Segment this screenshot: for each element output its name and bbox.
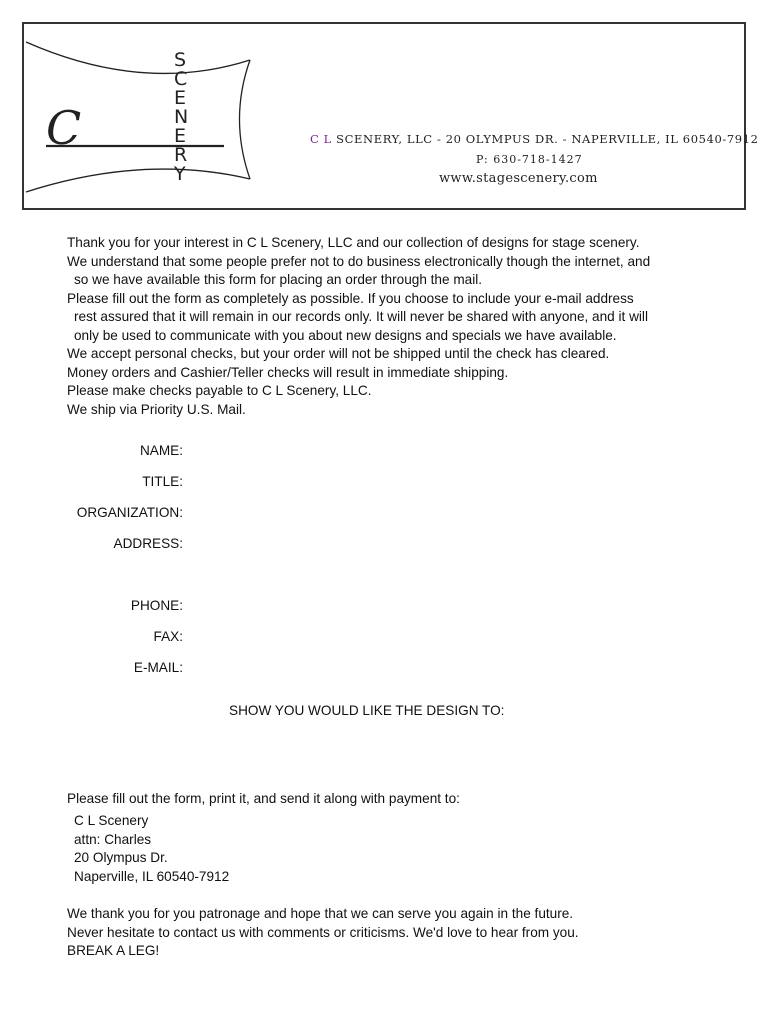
- logo-monogram: C: [46, 101, 82, 155]
- title-label: TITLE:: [142, 474, 183, 489]
- logo-letter: E: [174, 125, 187, 147]
- mailing-instruction: [67, 790, 460, 809]
- phone-label: PHONE:: [130, 598, 183, 613]
- intro-paragraph: [67, 234, 747, 419]
- logo-letter: N: [174, 106, 189, 128]
- intro-line: rest assured that it will remain in our records only. It will never be shared with anyone, and it will: [74, 309, 648, 324]
- logo-letters: [173, 49, 188, 185]
- mailing-instruction-text: Please fill out the form, print it, and send it along with payment to:: [67, 791, 460, 806]
- address-line: Naperville, IL 60540-7912: [74, 868, 230, 884]
- fax-label: FAX:: [153, 629, 183, 644]
- logo-letter: E: [174, 87, 187, 109]
- email-label: E-MAIL:: [133, 660, 183, 675]
- mailing-address: [74, 812, 229, 886]
- organization-label: ORGANIZATION:: [76, 505, 183, 520]
- intro-line: Thank you for your interest in C L Scenery, LLC and our collection of designs for stage scenery.: [67, 235, 640, 250]
- company-website[interactable]: www.stagescenery.com: [439, 171, 598, 186]
- intro-line: so we have available this form for placing an order through the mail.: [74, 272, 483, 287]
- intro-line: Please fill out the form as completely as possible. If you choose to include your e-mail address: [67, 290, 634, 306]
- intro-line: We ship via Priority U.S. Mail.: [67, 401, 246, 417]
- name-label: NAME:: [139, 443, 183, 458]
- logo-letter: Y: [174, 163, 186, 185]
- closing-line: BREAK A LEG!: [67, 943, 160, 958]
- logo-letter: C: [174, 68, 188, 90]
- logo-letter: R: [174, 144, 188, 166]
- intro-line: We understand that some people prefer not to do business electronically though the internet, and: [67, 253, 651, 269]
- intro-line: only be used to communicate with you about new designs and specials we have available.: [74, 327, 617, 343]
- closing-line: Never hesitate to contact us with comments or criticisms. We'd love to hear from you.: [67, 924, 579, 940]
- company-address-line: [310, 132, 759, 146]
- closing-line: We thank you for you patronage and hope that we can serve you again in the future.: [67, 906, 574, 921]
- address-line: C L Scenery: [74, 813, 149, 828]
- company-details: SCENERY, LLC - 20 OLYMPUS DR. - NAPERVILLE, IL 60540-7912: [336, 132, 759, 146]
- address-label: ADDRESS:: [113, 536, 183, 551]
- letterhead-box: [22, 22, 759, 210]
- intro-line: We accept personal checks, but your order will not be shipped until the check has cleared.: [67, 346, 610, 361]
- intro-line: Please make checks payable to C L Scenery, LLC.: [67, 383, 372, 398]
- closing-message: [67, 905, 579, 961]
- address-line: attn: Charles: [74, 831, 152, 847]
- company-phone: P: 630-718-1427: [476, 153, 583, 166]
- scenery-logo: [24, 24, 284, 210]
- design-prompt: SHOW YOU WOULD LIKE THE DESIGN TO:: [229, 703, 505, 718]
- address-line: 20 Olympus Dr.: [74, 850, 168, 865]
- company-initials: C L: [310, 132, 332, 146]
- logo-letter: S: [174, 49, 187, 71]
- intro-line: Money orders and Cashier/Teller checks will result in immediate shipping.: [67, 364, 509, 380]
